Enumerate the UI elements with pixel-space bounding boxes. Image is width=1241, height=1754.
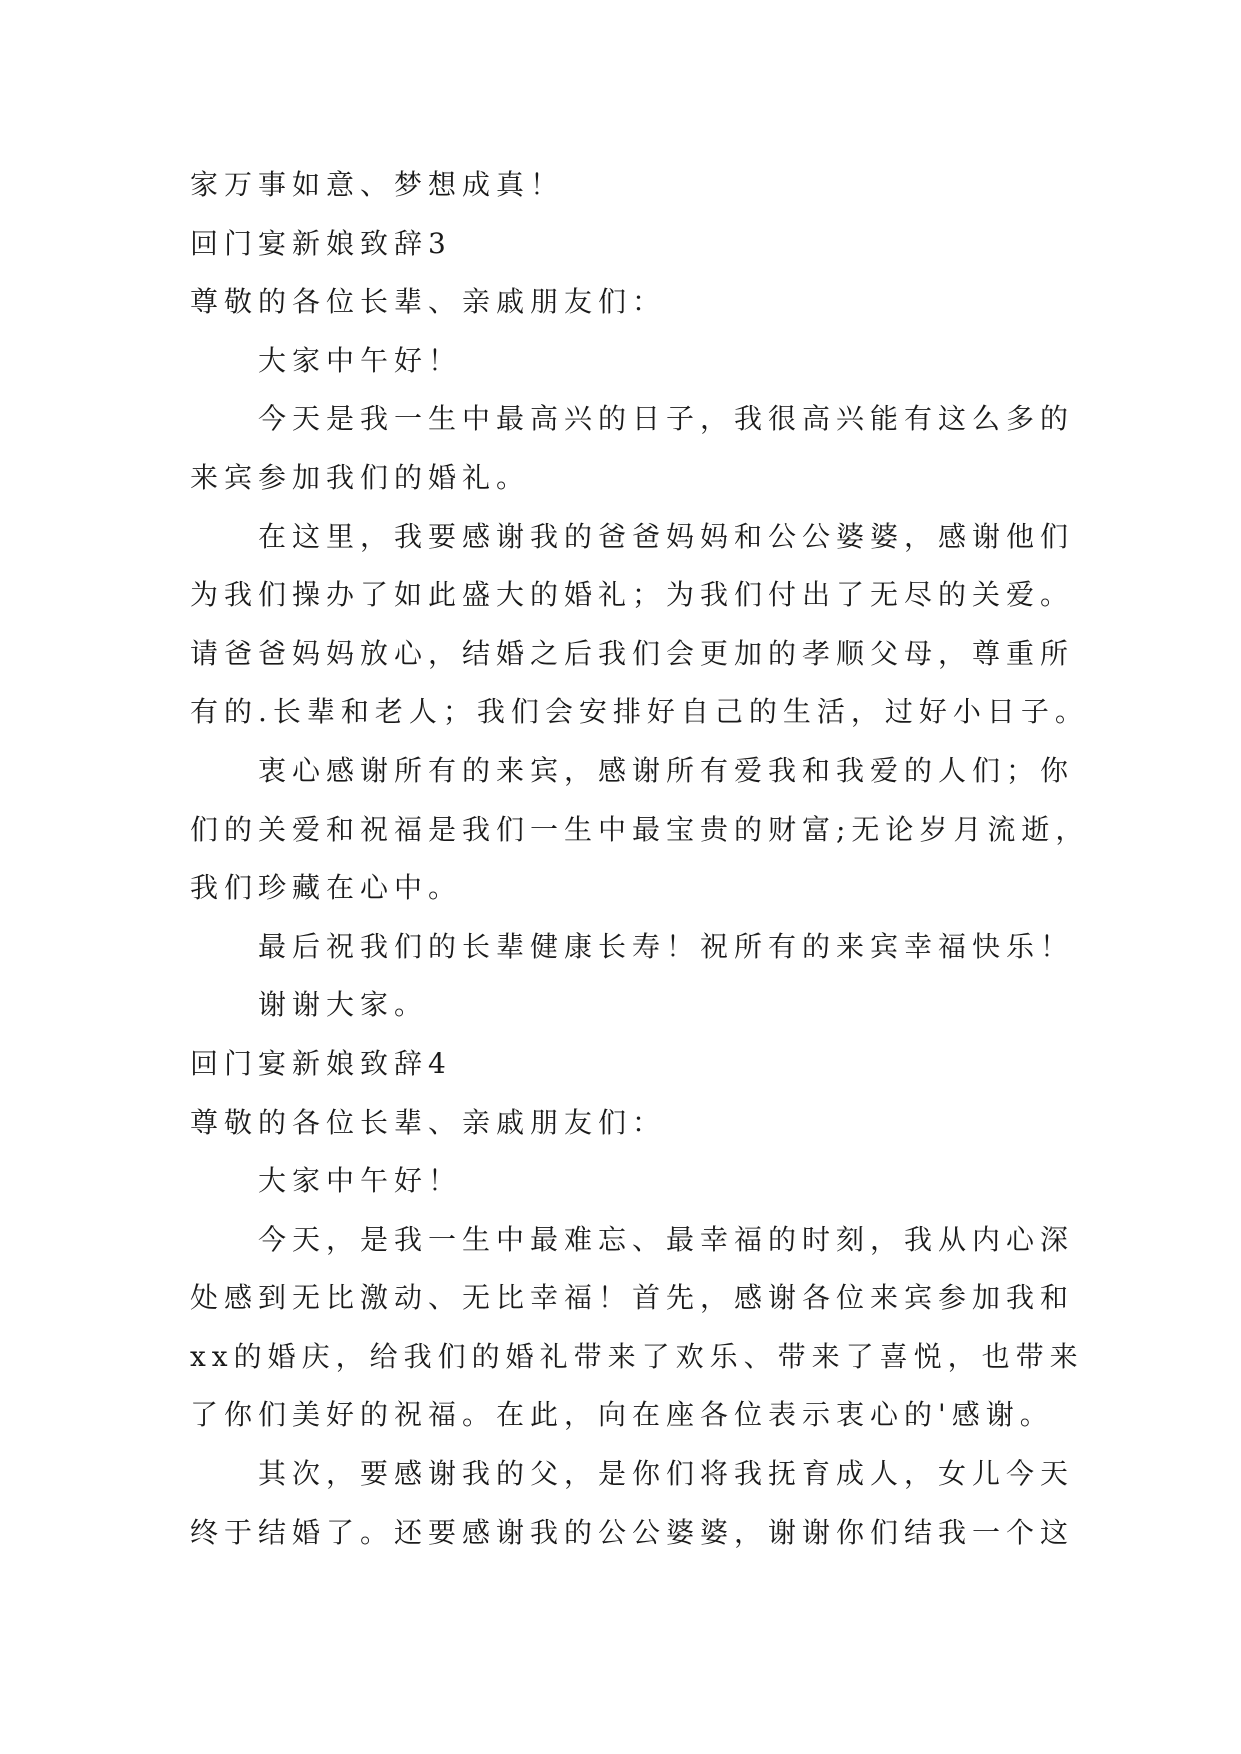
paragraph-line: 请爸爸妈妈放心，结婚之后我们会更加的孝顺父母，尊重所 xyxy=(190,636,1075,670)
paragraph-line: 为我们操办了如此盛大的婚礼；为我们付出了无尽的关爱。 xyxy=(190,578,1075,612)
paragraph-line: 衷心感谢所有的来宾，感谢所有爱我和我爱的人们；你 xyxy=(258,753,1075,787)
paragraph-line: 谢谢大家。 xyxy=(258,988,429,1022)
paragraph-line: xx的婚庆，给我们的婚礼带来了欢乐、带来了喜悦，也带来 xyxy=(190,1339,1084,1373)
speech-section-3 xyxy=(190,215,1090,1035)
paragraph-line: 最后祝我们的长辈健康长寿！祝所有的来宾幸福快乐！ xyxy=(258,929,1075,963)
salutation: 尊敬的各位长辈、亲戚朋友们： xyxy=(190,285,667,319)
paragraph-line: 们的关爱和祝福是我们一生中最宝贵的财富;无论岁月流逝， xyxy=(190,812,1090,846)
paragraph-line: 有的.长辈和老人；我们会安排好自己的生活，过好小日子。 xyxy=(190,695,1089,729)
paragraph-line: 大家中午好！ xyxy=(258,1164,463,1198)
section-title: 回门宴新娘致辞4 xyxy=(190,1046,452,1080)
paragraph-line: 处感到无比激动、无比幸福！首先，感谢各位来宾参加我和 xyxy=(190,1281,1075,1315)
document-body xyxy=(190,156,1090,1562)
paragraph-line: 其次，要感谢我的父，是你们将我抚育成人，女儿今天 xyxy=(258,1457,1075,1491)
paragraph-line: 今天，是我一生中最难忘、最幸福的时刻，我从内心深 xyxy=(258,1222,1075,1256)
paragraph-line: 在这里，我要感谢我的爸爸妈妈和公公婆婆，感谢他们 xyxy=(258,519,1075,553)
salutation: 尊敬的各位长辈、亲戚朋友们： xyxy=(190,1105,667,1139)
speech-section-4 xyxy=(190,1035,1090,1562)
paragraph-line: 大家中午好！ xyxy=(258,343,463,377)
paragraph-line: 来宾参加我们的婚礼。 xyxy=(190,460,531,494)
paragraph-line: 了你们美好的祝福。在此，向在座各位表示衷心的'感谢。 xyxy=(190,1398,1054,1432)
section-title: 回门宴新娘致辞3 xyxy=(190,226,452,260)
paragraph-line: 终于结婚了。还要感谢我的公公婆婆，谢谢你们结我一个这 xyxy=(190,1515,1075,1549)
paragraph-line: 我们珍藏在心中。 xyxy=(190,871,463,905)
paragraph-line: 今天是我一生中最高兴的日子，我很高兴能有这么多的 xyxy=(258,402,1075,436)
preceding-text-line: 家万事如意、梦想成真！ xyxy=(190,168,565,201)
